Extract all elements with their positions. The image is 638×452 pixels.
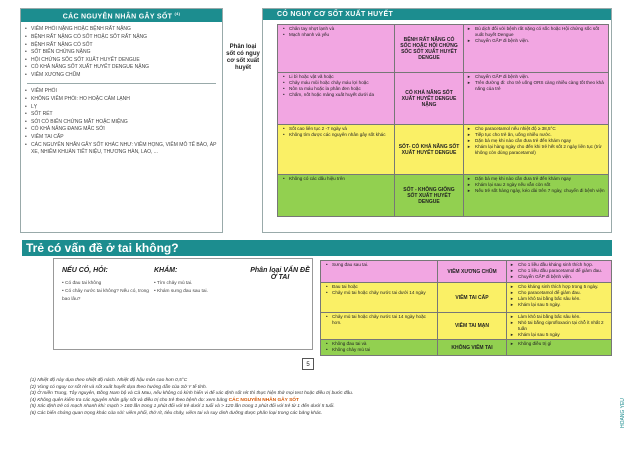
- dengue-table: [277, 24, 609, 217]
- sign-item: • Không chảy mủ tai: [332, 347, 434, 353]
- classification-row: [278, 175, 609, 217]
- classification-label: BỆNH RẤT NẶNG CÓ SỐC HOẶC HỘI CHỨNG SỐC SỐT XUẤT HUYẾT DENGUE: [395, 25, 464, 73]
- cause-item: • SỞI CÓ BIẾN CHỨNG MẮT HOẶC MIỆNG: [31, 119, 222, 127]
- vertical-watermark: HOANG YEU: [620, 398, 626, 428]
- treatment-item: ► Dặn bà mẹ khi nào cần đưa trẻ đến khám ngay: [475, 138, 605, 144]
- sign-item: • Li bì hoặc vật vã hoặc: [289, 74, 391, 80]
- sign-item: • Mạch nhanh và yếu: [289, 32, 391, 38]
- treatment-item: ► Nếu trẻ sốt hàng ngày, kéo dài trên 7 ngày, chuyển đi bệnh viện: [475, 188, 605, 194]
- cause-item: • BỆNH RẤT NẶNG CÓ SỐT: [31, 42, 222, 50]
- cause-item: • SỐT BIẾN CHỨNG NẶNG: [31, 49, 222, 57]
- sign-item: • Không có các dấu hiệu trên: [289, 176, 391, 182]
- ear-table: [320, 260, 612, 356]
- sign-item: • Chân tay nhợt lạnh và: [289, 26, 391, 32]
- classification-label: VIÊM TAI CẤP: [438, 283, 507, 313]
- footnotes: [30, 378, 490, 418]
- if-yes-ask-label: NẾU CÓ, HỎI:: [62, 267, 108, 274]
- exam-item: • Khám sưng đau sau tai.: [154, 289, 208, 294]
- cause-item: • CÁC NGUYÊN NHÂN GÂY SỐT KHÁC NHƯ: VIÊM HỌNG, VIÊM MÔ TẾ BÀO, ÁP XE, NHIỄM KHUẨN TIẾT NIỆU, THƯƠNG HÀN, LAO, ...: [31, 142, 222, 157]
- treatment-item: ► Trên đường đi: cho trẻ uống ORS càng nhiều càng tốt theo khả năng của trẻ: [475, 80, 605, 92]
- sign-item: • Không tìm được các nguyên nhân gây sốt khác: [289, 132, 391, 138]
- classification-row: [278, 125, 609, 175]
- treatment-item: ► Khám lại hàng ngày cho đến khi trẻ hết sốt 2 ngày liên tục (trừ không còn dùng paracetamol): [475, 144, 605, 156]
- cause-item: • VIÊM PHỔI: [31, 88, 222, 96]
- ask-item: • Có đau tai không: [62, 281, 102, 286]
- classification-row: [321, 313, 612, 340]
- treatment-item: ► Bù dịch đối với bệnh rất nặng có sốc hoặc Hội chứng sốc sốt xuất huyết Dengue: [475, 26, 605, 38]
- sign-item: • Không đau tai và: [332, 341, 434, 347]
- footnote: (6) Các biến chứng quan trọng khác của sởi: viêm phổi, thở rít, tiêu chảy, viêm tai và suy dinh dưỡng được phân loại trong các bảng khác.: [30, 410, 323, 416]
- sign-item: • Chấm, nốt hoặc mảng xuất huyết dưới da: [289, 92, 391, 98]
- ear-classify-label: Phân loại VẤN ĐỀ Ở TAI: [250, 267, 310, 281]
- treatment-item: ► Làm khô tai bằng bấc sâu kèn.: [518, 296, 608, 302]
- fever-causes-panel: [20, 8, 223, 233]
- treatment-item: ► Tiếp tục cho trẻ ăn, uống nhiều nước.: [475, 132, 605, 138]
- ear-assessment-box: [53, 258, 313, 350]
- treatment-item: ► Cho 1 liều đầu kháng sinh thích hợp.: [518, 262, 608, 268]
- page-number: 5: [302, 358, 314, 370]
- treatment-item: ► Cho paracetamol nếu nhiệt độ ≥ 38,5°C: [475, 126, 605, 132]
- dengue-classify-label: Phân loại sốt có nguy cơ sốt xuất huyết: [226, 44, 260, 71]
- ear-problem-heading: Trẻ có vấn đề ở tai không?: [22, 240, 612, 256]
- treatment-item: ► Dặn bà mẹ khi nào cần đưa trẻ đến khám ngay: [475, 176, 605, 182]
- classification-row: [321, 261, 612, 283]
- sign-item: • Nôn ra máu hoặc ỉa phân đen hoặc: [289, 86, 391, 92]
- cause-item: • VIÊM XƯƠNG CHŨM: [31, 72, 222, 80]
- cause-item: • LỴ: [31, 104, 222, 112]
- footnote: (4) Không quên kiểm tra các nguyên nhân gây sốt và điều trị cho trẻ theo bệnh do: xem bảng CÁC NGUYÊN NHÂN GÂY SỐT: [30, 397, 299, 403]
- treatment-item: ► Cho paracetamol để giảm đau.: [518, 290, 608, 296]
- ear-table-wrap: [320, 260, 612, 355]
- sign-item: • Chảy máu mũi hoặc chảy máu lợi hoặc: [289, 80, 391, 86]
- ask-item: • Có chảy nước tai không? Nếu có, trong bao lâu?: [62, 289, 149, 302]
- treatment-item: ► Nhỏ tai bằng ciprofloxacin tại chỗ ít nhất 2 tuần: [518, 320, 608, 332]
- cause-item: • BỆNH RẤT NẶNG CÓ SỐT HOẶC SỐT RẤT NẶNG: [31, 34, 222, 42]
- sign-item: • Đau tai hoặc: [332, 284, 434, 290]
- treatment-item: ► Chuyển GẤP đi bệnh viện.: [475, 74, 605, 80]
- sign-item: • Sốt cao liên tục 2 -7 ngày và: [289, 126, 391, 132]
- cause-item: • KHÔNG VIÊM PHỔI: HO HOẶC CẢM LẠNH: [31, 96, 222, 104]
- classification-row: [278, 25, 609, 73]
- severe-causes-list: [21, 26, 222, 79]
- treatment-item: ► Chuyển GẤP đi bệnh viện.: [518, 274, 608, 280]
- footnote: (2) Vùng có nguy cơ sốt rét và sốt xuất huyết dựa theo hướng dẫn của Sở Y tế tỉnh.: [30, 384, 208, 390]
- treatment-item: ► Cho kháng sinh thích hợp trong 5 ngày.: [518, 284, 608, 290]
- exam-item: • Tìm chảy mủ tai.: [154, 281, 193, 286]
- classification-label: SỐT- CÓ KHẢ NĂNG SỐT XUẤT HUYẾT DENGUE: [395, 125, 464, 175]
- treatment-item: ► Khám lại sau 2 ngày nếu vẫn còn sốt: [475, 182, 605, 188]
- classification-label: VIÊM TAI MẠN: [438, 313, 507, 340]
- classification-label: CÓ KHẢ NĂNG SỐT XUẤT HUYẾT DENGUE NẶNG: [395, 73, 464, 125]
- cause-item: • HỘI CHỨNG SỐC SỐT XUẤT HUYẾT DENGUE: [31, 57, 222, 65]
- treatment-item: ► Cho 1 liều đầu paracetamol để giảm đau.: [518, 268, 608, 274]
- treatment-item: ► Khám lại sau 5 ngày.: [518, 302, 608, 308]
- sign-item: • Chảy mủ tai hoặc chảy nước tai 14 ngày hoặc hơn.: [332, 314, 434, 326]
- treatment-item: ► Không điều trị gì: [518, 341, 608, 347]
- other-causes-list: [21, 88, 222, 156]
- fever-causes-title: CÁC NGUYÊN NHÂN GÂY SỐT $^{(4)}$: [21, 9, 222, 22]
- footnote: (3) Ở miền Trung, Tây nguyên, Đồng Nam bộ và Cà Mau, nếu không có kính hiển vi để xác định sốt rét thì thực hiện thử mọi test hoặc điều trị bước đầu.: [30, 391, 354, 397]
- footnote: (1) Nhiệt độ này dựa theo nhiệt độ nách. Nhiệt độ hậu môn cao hơn 0,5°C: [30, 378, 188, 383]
- classification-row: [321, 340, 612, 356]
- footnote: (5) Xác định trẻ có mạch nhanh khi: mạch > 160 lần trong 1 phút đối với trẻ dưới 1 tuổi và > 120 lần trong 1 phút đối với trẻ từ 1 đến dưới 5 tuổi.: [30, 404, 335, 410]
- classification-label: SỐT - KHÔNG GIỐNG SỐT XUẤT HUYẾT DENGUE: [395, 175, 464, 217]
- treatment-item: ► Chuyển GẤP đi bệnh viện.: [475, 38, 605, 44]
- treatment-item: ► Khám lại sau 5 ngày: [518, 332, 608, 338]
- classification-label: KHÔNG VIÊM TAI: [438, 340, 507, 356]
- dengue-risk-panel: [262, 8, 612, 233]
- cause-item: • VIÊM TAI CẤP: [31, 134, 222, 142]
- cause-item: • VIÊM PHỔI NẶNG HOẶC BỆNH RẤT NẶNG: [31, 26, 222, 34]
- cause-item: • CÓ KHẢ NĂNG ĐANG MẮC SỞI: [31, 126, 222, 134]
- classification-label: VIÊM XƯƠNG CHŨM: [438, 261, 507, 283]
- cause-item: • SỐT RÉT: [31, 111, 222, 119]
- exam-label: KHÁM:: [154, 267, 178, 274]
- classification-row: [321, 283, 612, 313]
- cause-item: • CÓ KHẢ NĂNG SỐT XUẤT HUYẾT DENGUE NẶNG: [31, 64, 222, 72]
- sign-item: • Sưng đau sau tai.: [332, 262, 434, 268]
- dengue-risk-title: CÓ NGUY CƠ SỐT XUẤT HUYẾT: [263, 9, 611, 20]
- treatment-item: ► Làm khô tai bằng bấc sâu kèn.: [518, 314, 608, 320]
- classification-row: [278, 73, 609, 125]
- sign-item: • Chảy mủ tai hoặc chảy nước tai dưới 14 ngày: [332, 290, 434, 296]
